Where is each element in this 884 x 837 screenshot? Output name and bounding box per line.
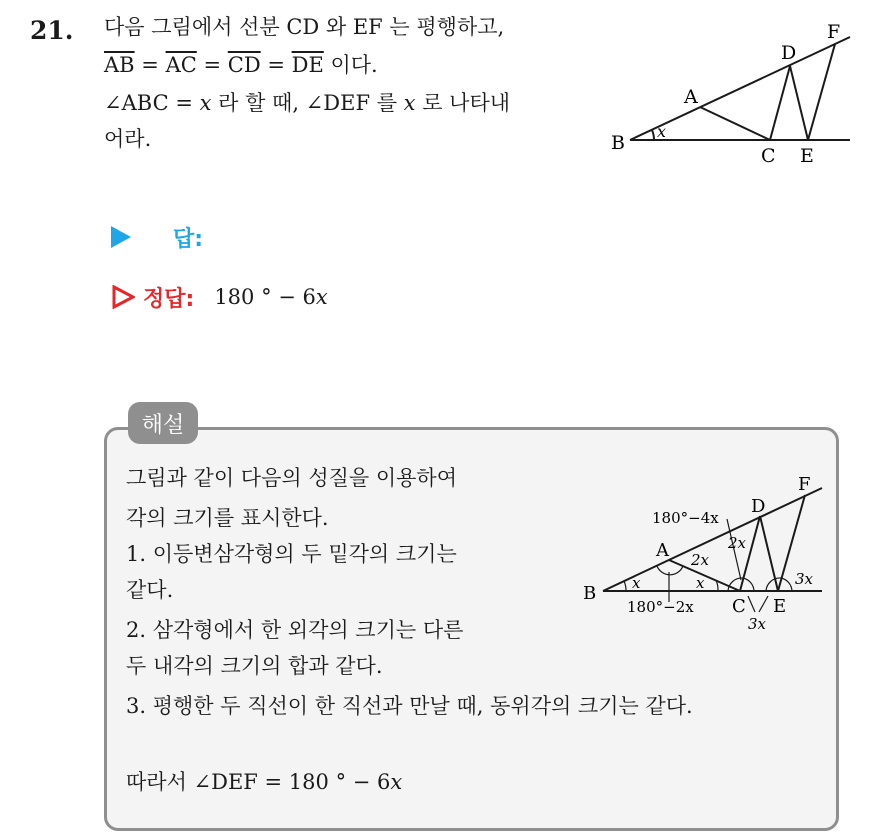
variable-x-2: x bbox=[403, 91, 416, 115]
label-x-c: x bbox=[696, 574, 705, 592]
angle-arc-b bbox=[652, 130, 654, 140]
line2-tail: 이다. bbox=[323, 53, 378, 77]
segment-cd-line-2 bbox=[740, 516, 760, 591]
explanation-line-5: 2. 삼각형에서 한 외각의 크기는 다른 bbox=[126, 618, 464, 642]
play-outline-icon bbox=[111, 285, 135, 309]
problem-line-4: 어라. bbox=[104, 127, 152, 151]
label-b: B bbox=[611, 132, 625, 154]
label-angle-d: 180°−4x bbox=[652, 509, 719, 527]
variable-x: x bbox=[199, 91, 212, 115]
answer-label: 답: bbox=[173, 226, 204, 252]
explanation-line-7: 3. 평행한 두 직선이 한 직선과 만날 때, 동위각의 크기는 같다. bbox=[126, 694, 693, 718]
label-e-2: E bbox=[773, 596, 787, 617]
answer-key-number: 180 ° − 6 bbox=[214, 285, 316, 309]
label-f-2: F bbox=[798, 474, 811, 495]
arc-e-2 bbox=[781, 578, 792, 591]
label-x-b: x bbox=[632, 574, 641, 592]
problem-diagram bbox=[600, 14, 860, 174]
label-d: D bbox=[781, 42, 797, 64]
segment-ab: $\overline{AB}$ bbox=[104, 53, 135, 77]
line3-mid: 라 할 때, ∠DEF 를 bbox=[211, 91, 404, 115]
conclusion-variable: x bbox=[390, 770, 403, 794]
answer-key-label: 정답: bbox=[143, 286, 195, 312]
arrow-3x-left bbox=[748, 596, 755, 612]
explanation-line-3: 1. 이등변삼각형의 두 밑각의 크기는 bbox=[126, 542, 457, 566]
answer-key-value bbox=[214, 285, 327, 309]
explanation-diagram bbox=[575, 468, 833, 640]
equals-3: = bbox=[260, 53, 292, 77]
arc-b bbox=[624, 581, 626, 591]
label-3x-e: 3x bbox=[795, 570, 814, 588]
label-c: C bbox=[761, 145, 776, 167]
answer-row bbox=[111, 222, 203, 252]
label-x: x bbox=[657, 122, 667, 141]
conclusion-text: 따라서 ∠DEF = 180 ° − 6 bbox=[126, 770, 391, 794]
segment-cd-line bbox=[770, 66, 790, 140]
label-c-2: C bbox=[732, 596, 746, 617]
label-2x-a: 2x bbox=[691, 551, 710, 569]
problem-number: 21. bbox=[30, 16, 74, 45]
arrow-3x-right bbox=[759, 596, 768, 612]
play-filled-icon bbox=[111, 226, 131, 248]
label-angle-a: 180°−2x bbox=[627, 598, 694, 616]
explanation-line-6: 두 내각의 크기의 합과 같다. bbox=[126, 654, 383, 678]
label-a-2: A bbox=[656, 540, 669, 561]
label-2x-c: 2x bbox=[728, 534, 747, 552]
label-a: A bbox=[684, 86, 698, 108]
angle-abc-text: ∠ABC = bbox=[104, 91, 200, 115]
problem-line-3 bbox=[104, 90, 510, 116]
arc-c-3x bbox=[743, 578, 754, 591]
segment-ac-line bbox=[700, 107, 770, 140]
label-f: F bbox=[827, 21, 841, 43]
arc-a bbox=[657, 566, 683, 575]
equals-2: = bbox=[196, 53, 228, 77]
label-b-2: B bbox=[583, 583, 597, 604]
problem-line-2 bbox=[104, 52, 378, 78]
explanation-line-2: 각의 크기를 표시한다. bbox=[126, 506, 329, 530]
label-3x-c: 3x bbox=[748, 615, 767, 633]
problem-line-1: 다음 그림에서 선분 CD 와 EF 는 평행하고, bbox=[104, 15, 505, 39]
label-d-2: D bbox=[751, 496, 766, 517]
explanation-line-1: 그림과 같이 다음의 성질을 이용하여 bbox=[126, 466, 457, 490]
line3-tail: 로 나타내 bbox=[415, 91, 511, 115]
label-e: E bbox=[800, 145, 814, 167]
equals-1: = bbox=[134, 53, 166, 77]
segment-ac: $\overline{AC}$ bbox=[165, 53, 197, 77]
segment-de: $\overline{DE}$ bbox=[291, 53, 324, 77]
explanation-tag: 해설 bbox=[128, 402, 198, 444]
explanation-line-4: 같다. bbox=[126, 578, 174, 602]
segment-ef-line bbox=[808, 44, 835, 140]
explanation-conclusion bbox=[126, 769, 402, 795]
answer-key-row bbox=[111, 282, 328, 312]
segment-de-line bbox=[790, 66, 808, 140]
segment-de-line-2 bbox=[760, 516, 778, 591]
answer-key-variable: x bbox=[315, 285, 328, 309]
segment-cd: $\overline{CD}$ bbox=[227, 53, 261, 77]
